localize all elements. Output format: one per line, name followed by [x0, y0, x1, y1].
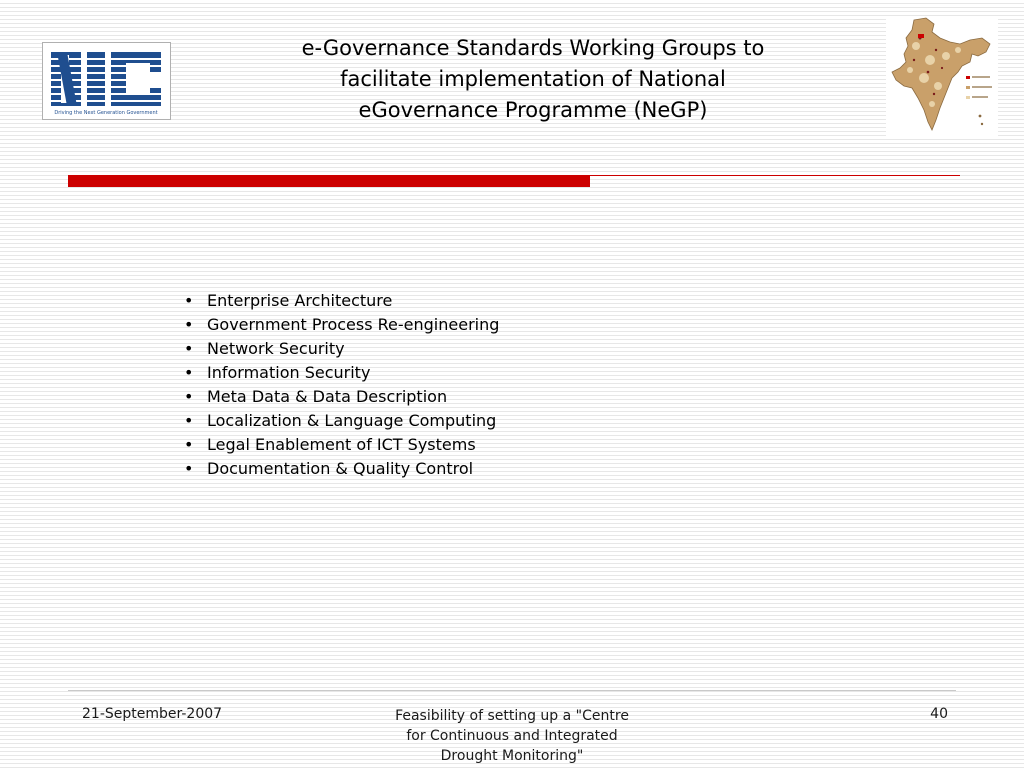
footer-title-line-1: Feasibility of setting up a "Centre	[395, 708, 629, 724]
list-item: • Meta Data & Data Description	[183, 385, 499, 409]
list-item: • Government Process Re-engineering	[183, 313, 499, 337]
nic-logo	[42, 42, 171, 120]
india-map-graphic	[886, 16, 998, 138]
working-groups-list	[183, 289, 499, 481]
slide-title	[250, 33, 816, 126]
list-item: • Documentation & Quality Control	[183, 457, 499, 481]
footer-date: 21-September-2007	[82, 706, 223, 722]
list-item: • Information Security	[183, 361, 499, 385]
list-item: • Legal Enablement of ICT Systems	[183, 433, 499, 457]
title-line-2: facilitate implementation of National	[340, 67, 726, 91]
list-item: • Localization & Language Computing	[183, 409, 499, 433]
title-line-1: e-Governance Standards Working Groups to	[301, 36, 765, 60]
footer-title-line-2: for Continuous and Integrated	[406, 728, 618, 744]
title-divider-bar	[68, 175, 590, 187]
india-map-icon	[886, 16, 998, 138]
list-item: • Enterprise Architecture	[183, 289, 499, 313]
footer-title	[362, 706, 662, 766]
footer-divider	[68, 690, 956, 691]
nic-logo-graphic	[43, 43, 170, 119]
slide-number: 40	[930, 706, 948, 722]
list-item: • Network Security	[183, 337, 499, 361]
title-line-3: eGovernance Programme (NeGP)	[358, 98, 708, 122]
footer-title-line-3: Drought Monitoring"	[440, 748, 584, 764]
title-divider-line	[590, 175, 960, 176]
logo-tagline: Driving the Next Generation Government	[54, 110, 158, 116]
